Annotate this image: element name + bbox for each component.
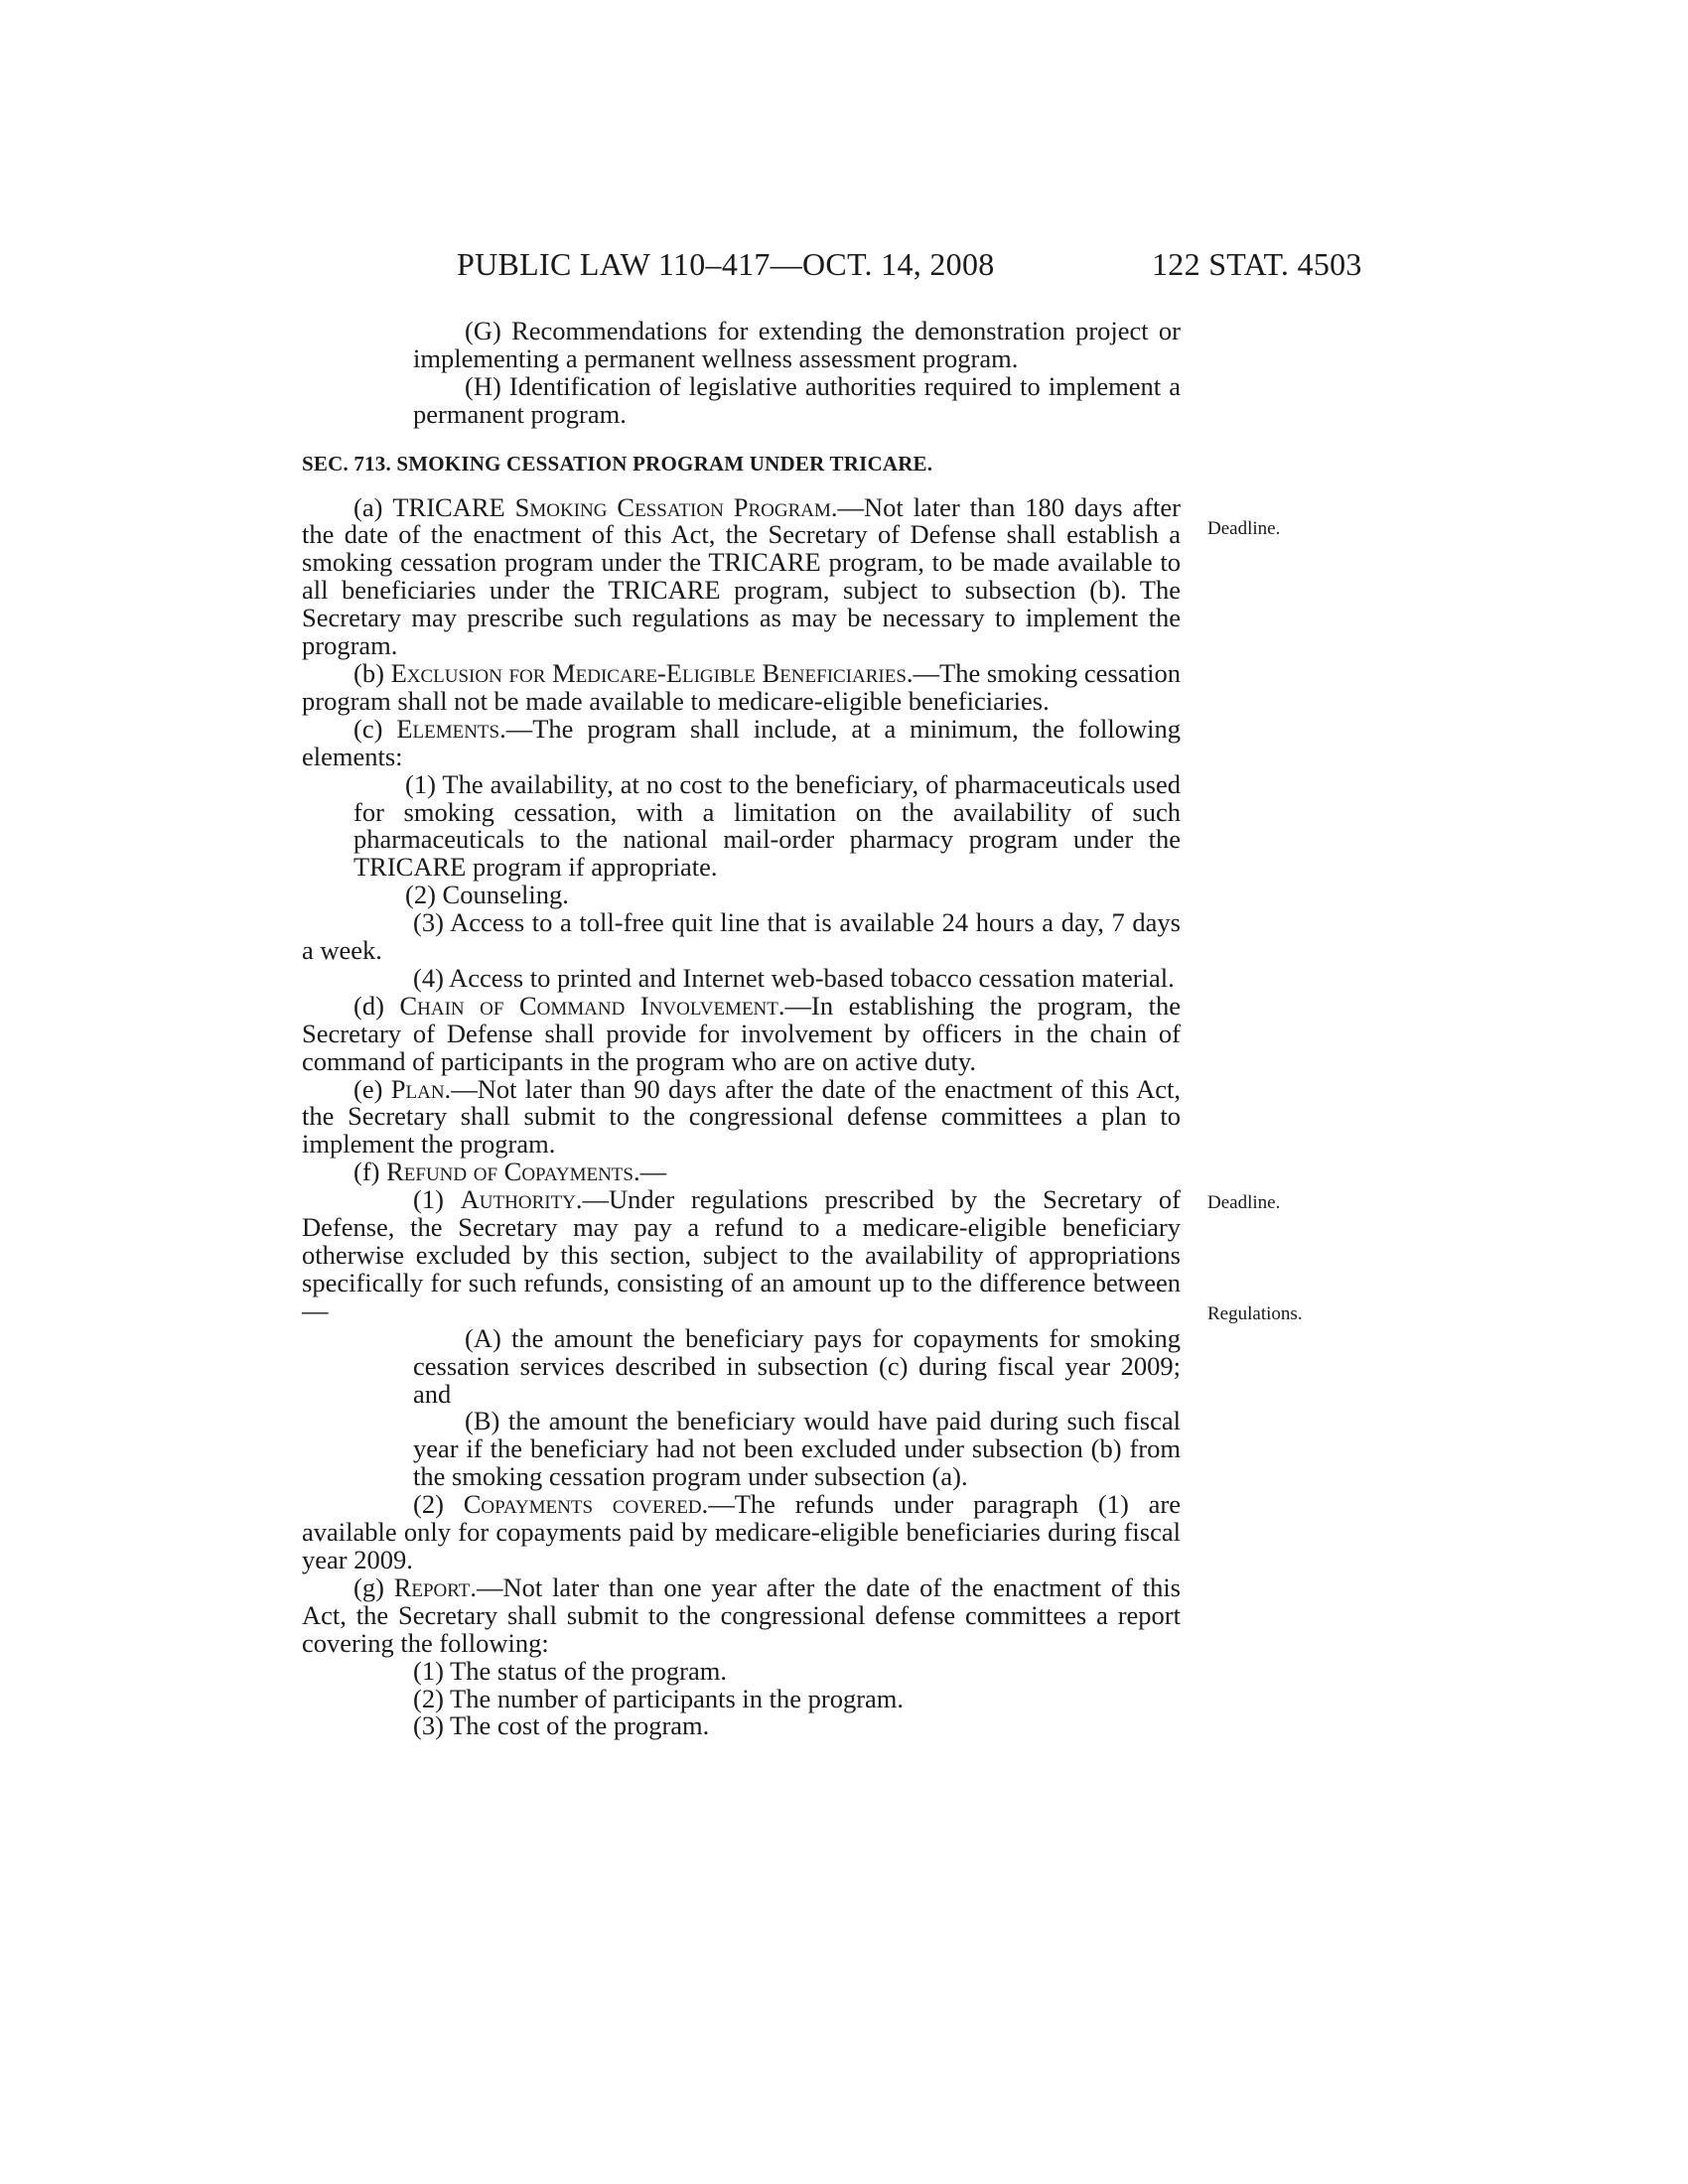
section-heading: SEC. 713. SMOKING CESSATION PROGRAM UNDER TRICARE. (302, 451, 933, 476)
subsection-f-heading: Refund of Copayments. (386, 1157, 640, 1187)
paragraph-f2-copayments (302, 1491, 1181, 1574)
subsection-f-label: (f) (353, 1157, 387, 1187)
paragraph-f1-label: (1) (413, 1184, 461, 1215)
element-3-quit-line: (3) Access to a toll-free quit line that is available 24 hours a day, 7 days a week. (302, 907, 1181, 966)
subsection-e-heading: Plan. (390, 1073, 452, 1104)
subparagraph-a: (A) the amount the beneficiary pays for copayments for smoking cessation services described in subsection (c) during fiscal year 2009; and (413, 1322, 1181, 1409)
subsection-d-label: (d) (353, 990, 400, 1021)
element-4-materials: (4) Access to printed and Internet web-based tobacco cessation material. (413, 962, 1175, 993)
report-item-1: (1) The status of the program. (413, 1655, 727, 1686)
subsection-f (302, 1159, 1181, 1186)
subsection-d (302, 990, 1182, 1076)
subsection-c-heading: Elements. (396, 713, 506, 744)
subsection-b-label: (b) (353, 657, 391, 688)
subsection-f-text: — (639, 1157, 667, 1187)
subsection-a-label: (a) (353, 491, 393, 522)
subsection-b (302, 657, 1181, 716)
running-header-left: PUBLIC LAW 110–417—OCT. 14, 2008 (457, 246, 995, 282)
subsection-c-text: —The program shall include, at a minimum, the following elements: (302, 713, 1181, 771)
statute-body (302, 318, 1181, 1740)
subsection-c-label: (c) (353, 713, 397, 744)
paragraph-f2-label: (2) (413, 1489, 464, 1520)
paragraph-f2-heading: Copayments covered. (463, 1489, 709, 1520)
margin-note-regulations: Regulations. (1207, 1303, 1303, 1324)
paragraph-f1-heading: Authority. (460, 1184, 583, 1215)
subsection-b-heading: Exclusion for Medicare-Eligible Beneficiaries. (390, 657, 914, 688)
subsection-g-text: —Not later than one year after the date of the enactment of this Act, the Secretary shall submit to the congressional defense committees a report covering the following: (302, 1571, 1181, 1658)
subsection-c (302, 713, 1181, 771)
subsection-a-text: —Not later than 180 days after the date of the enactment of this Act, the Secretary of Defense shall establish a smoking cessation program under the TRICARE program, to be made available to all beneficiaries under the TRICARE program, subject to subsection (b). The Secretary may prescribe such regulations as may be necessary to implement the program. (302, 491, 1181, 661)
subparagraph-b: (B) the amount the beneficiary would have paid during such fiscal year if the beneficiary had not been excluded under subsection (b) from the smoking cessation program under subsection (a). (413, 1406, 1181, 1492)
subsection-g (302, 1571, 1181, 1658)
element-1-pharmaceuticals: (1) The availability, at no cost to the beneficiary, of pharmaceuticals used for smoking cessation, with a limitation on the availability of such pharmaceuticals to the national mail-order pharmacy program under the TRICARE program if appropriate. (353, 768, 1181, 883)
subsection-g-label: (g) (353, 1571, 394, 1602)
subsection-e-label: (e) (353, 1073, 391, 1104)
subsection-g-heading: Report. (393, 1571, 478, 1602)
margin-note-deadline-a: Deadline. (1207, 518, 1281, 539)
paragraph-g-recommendations: (G) Recommendations for extending the demonstration project or implementing a permanent wellness assessment program. (413, 316, 1181, 373)
running-header-page-number: 122 STAT. 4503 (1152, 246, 1362, 282)
paragraph-f1-text: —Under regulations prescribed by the Secretary of Defense, the Secretary may pay a refund to a medicare-eligible beneficiary otherwise excluded by this section, subject to the availability of appropriations specifically for such refunds, consisting of an amount up to the difference between— (302, 1184, 1181, 1325)
subsection-a-heading: TRICARE Smoking Cessation Program. (392, 491, 838, 522)
margin-note-deadline-e: Deadline. (1207, 1192, 1281, 1213)
element-2-counseling: (2) Counseling. (405, 880, 569, 910)
subsection-e (302, 1073, 1181, 1160)
subsection-d-heading: Chain of Command Involvement. (399, 990, 785, 1021)
paragraph-f2-text: —The refunds under paragraph (1) are available only for copayments paid by medicare-eligible beneficiaries during fiscal year 2009. (302, 1489, 1181, 1574)
report-item-3: (3) The cost of the program. (413, 1710, 710, 1741)
paragraph-h-identification: (H) Identification of legislative authorities required to implement a permanent program. (413, 370, 1181, 429)
report-item-2: (2) The number of participants in the program. (413, 1683, 905, 1713)
subsection-e-text: —Not later than 90 days after the date of the enactment of this Act, the Secretary shall submit to the congressional defense committees a plan to implement the program. (302, 1073, 1181, 1160)
subsection-a (302, 491, 1181, 661)
subsection-b-text: —The smoking cessation program shall not be made available to medicare-eligible beneficiaries. (302, 657, 1181, 716)
paragraph-f1-authority (302, 1186, 1181, 1325)
subsection-d-text: —In establishing the program, the Secretary of Defense shall provide for involvement by officers in the chain of command of participants in the program who are on active duty. (302, 990, 1182, 1076)
